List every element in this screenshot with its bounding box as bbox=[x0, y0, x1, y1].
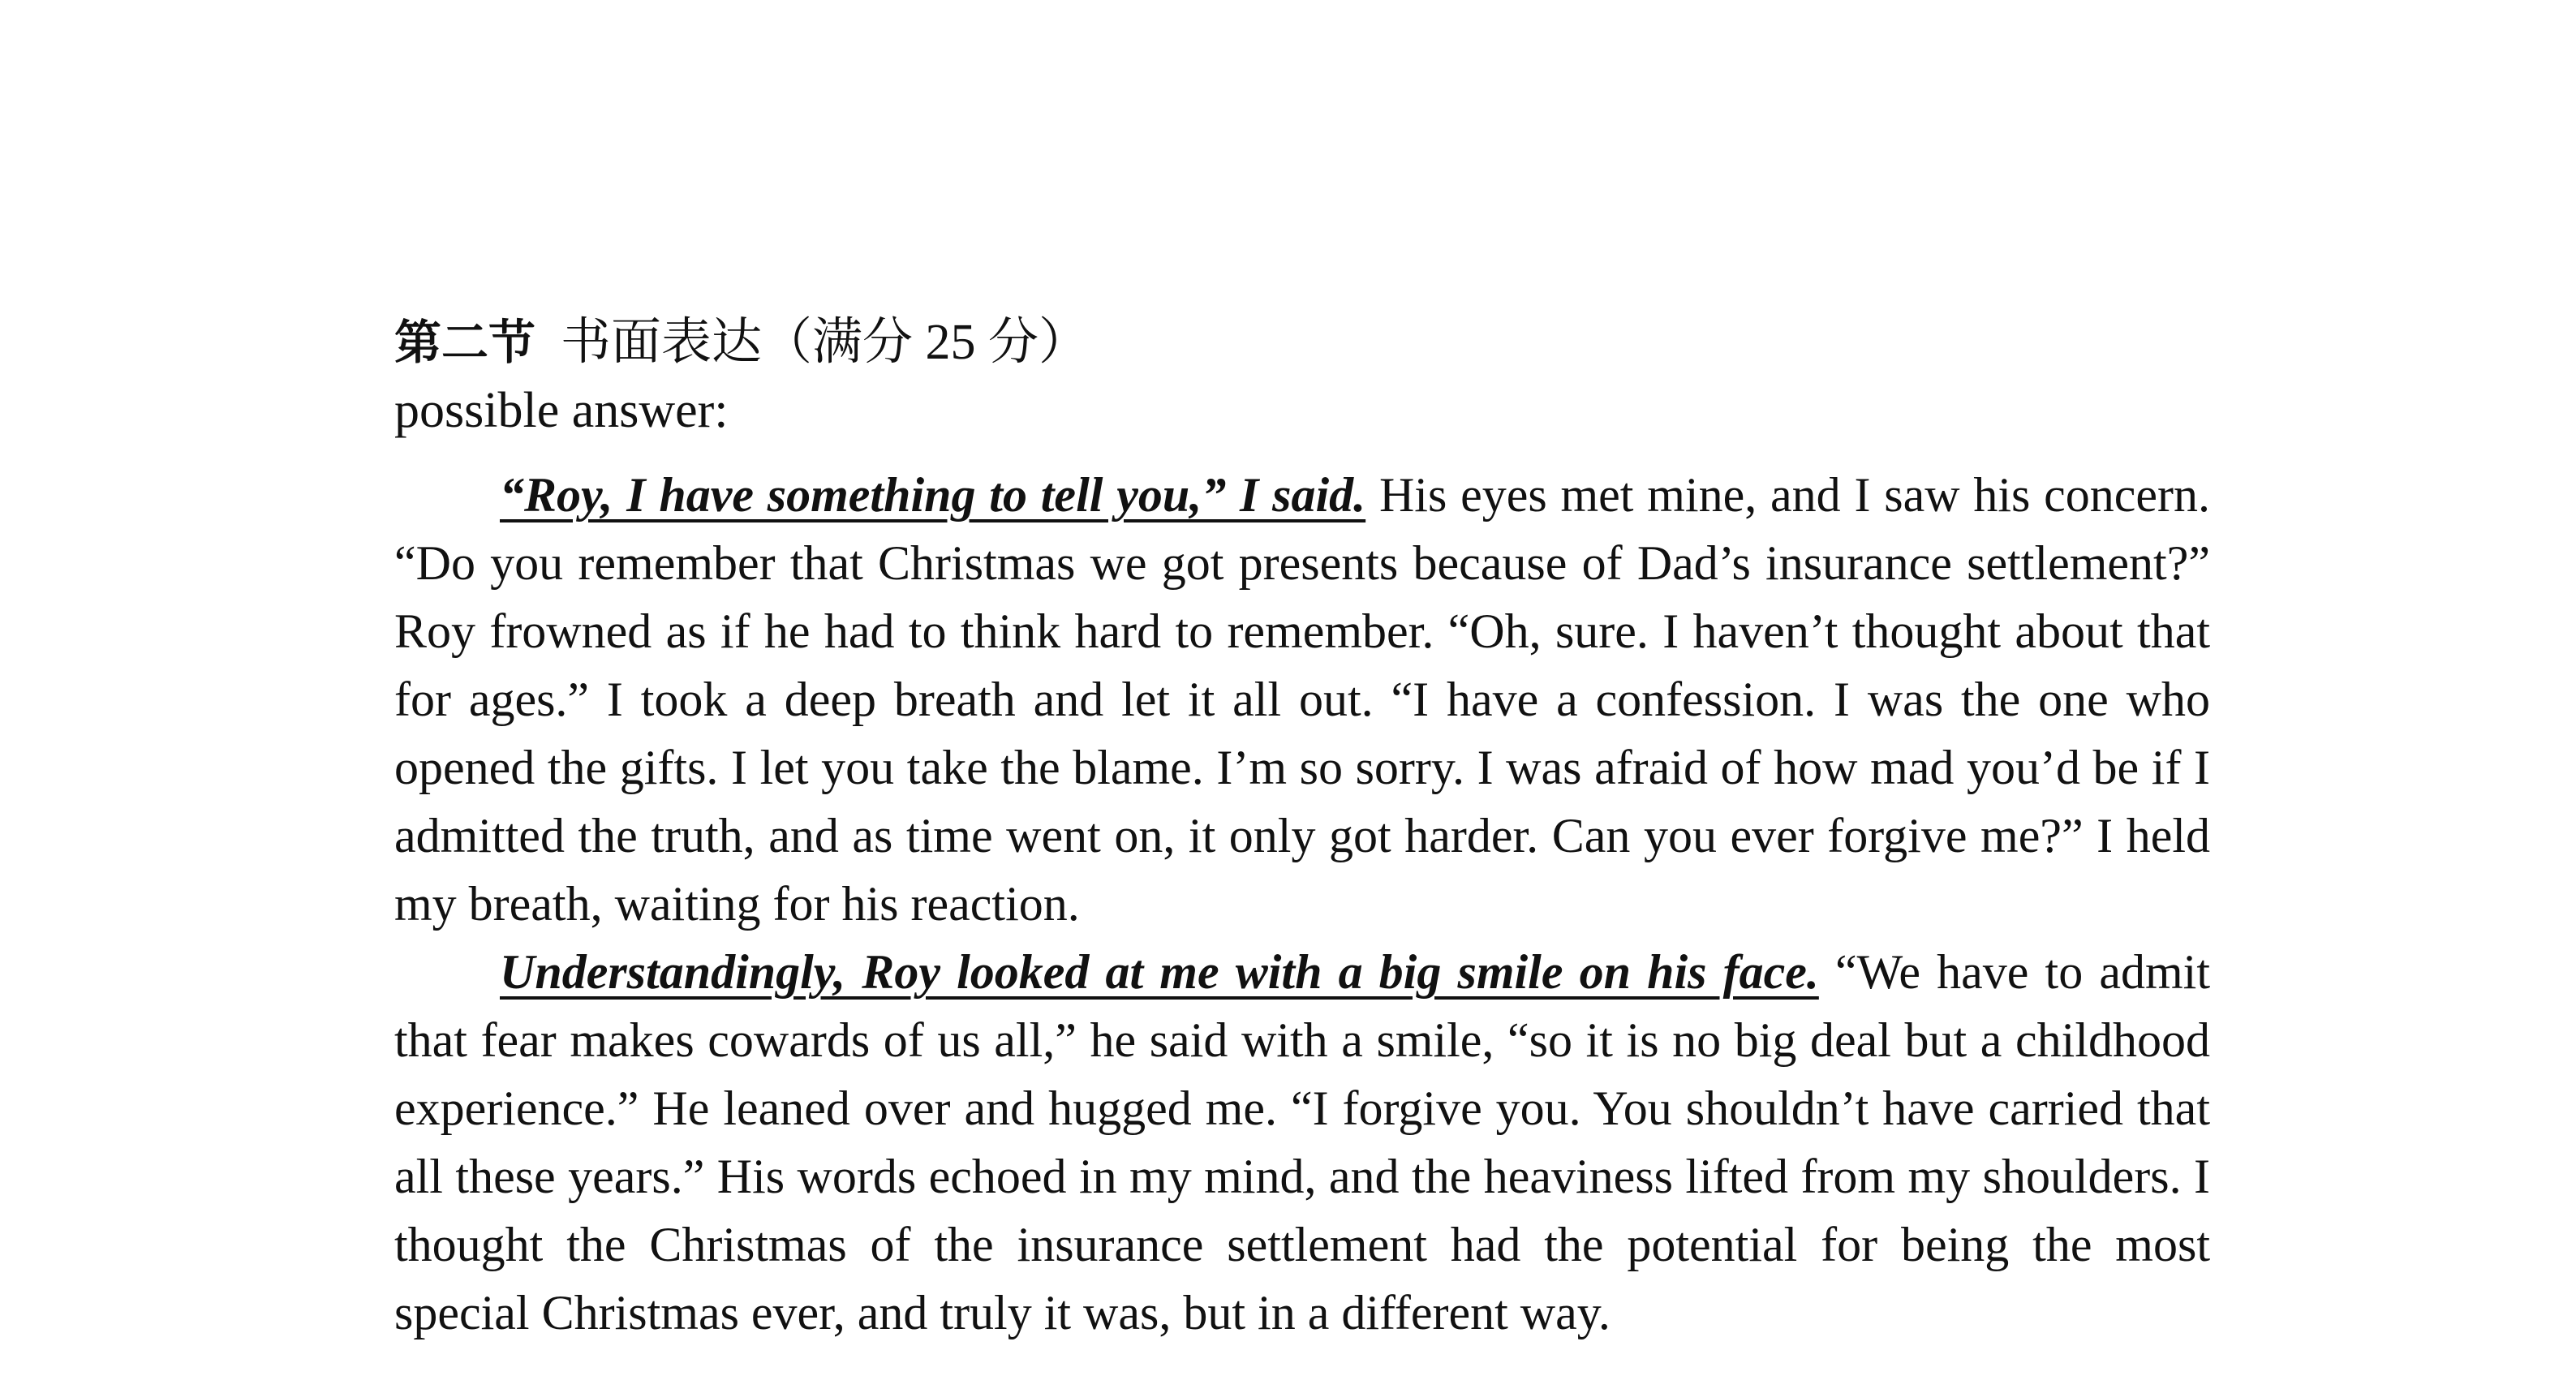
paragraph-1 bbox=[394, 461, 2210, 938]
paragraph-2 bbox=[394, 938, 2210, 1347]
paragraph-2-lead-sentence: Understandingly, Roy looked at me with a big smile on his face. bbox=[500, 945, 1819, 999]
section-number: 第二节 bbox=[394, 315, 536, 370]
paragraph-2-body: “We have to admit that fear makes cowards of us all,” he said with a smile, “so it is no big deal but a childhood experience.” He leaned over and hugged me. “I forgive you. You shouldn’t have carried that all these years.” His words echoed in my mind, and the heaviness lifted from my shoulders. I thought the Christmas of the insurance settlement had the potential for being the most special Christmas ever, and truly it was, but in a different way. bbox=[394, 945, 2210, 1339]
document-page bbox=[394, 308, 2210, 1347]
section-title: 书面表达（满分 25 分） bbox=[561, 315, 1090, 370]
section-heading bbox=[394, 308, 2210, 376]
paragraph-1-body: His eyes met mine, and I saw his concern. “Do you remember that Christmas we got presents because of Dad’s insurance settlement?” Roy frowned as if he had to think hard to remember. “Oh, sure. I haven’t thought about that for ages.” I took a deep breath and let it all out. “I have a confession. I was the one who opened the gifts. I let you take the blame. I’m so sorry. I was afraid of how mad you’d be if I admitted the truth, and as time went on, it only got harder. Can you ever forgive me?” I held my breath, waiting for his reaction. bbox=[394, 468, 2211, 931]
paragraph-1-lead-sentence: “Roy, I have something to tell you,” I said. bbox=[500, 468, 1366, 522]
answer-label: possible answer: bbox=[394, 383, 729, 438]
